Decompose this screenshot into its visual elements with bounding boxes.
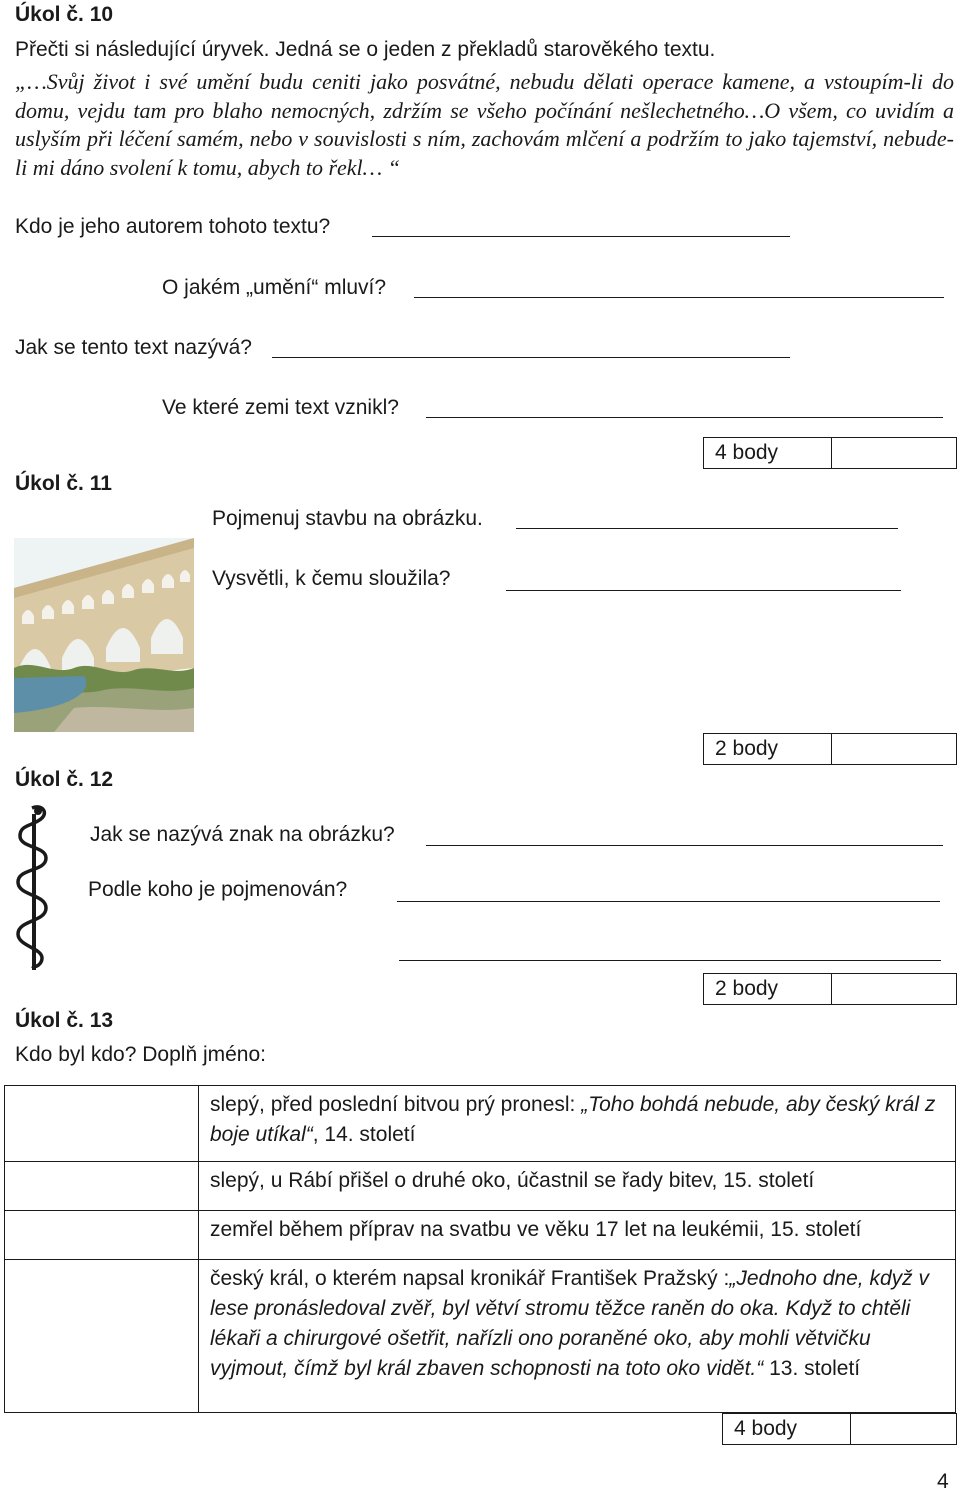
name-answer-cell[interactable] [5, 1211, 199, 1260]
points-field[interactable] [832, 438, 956, 468]
points-label: 4 body [704, 438, 832, 468]
points-box-task-11 [703, 733, 957, 765]
task-13-intro: Kdo byl kdo? Doplň jméno: [15, 1043, 266, 1066]
points-label: 2 body [704, 734, 832, 764]
page-number: 4 [937, 1470, 949, 1493]
points-field[interactable] [832, 974, 956, 1004]
task-12-question-origin: Podle koho je pojmenován? [88, 878, 348, 901]
task-12-question-symbol: Jak se nazývá znak na obrázku? [90, 823, 395, 846]
answer-line-country[interactable] [426, 417, 943, 418]
task-11-question-building: Pojmenuj stavbu na obrázku. [212, 507, 483, 530]
task-10-question-country: Ve které zemi text vznikl? [162, 396, 399, 419]
points-field[interactable] [832, 734, 956, 764]
description-cell: slepý, před poslední bitvou prý pronesl: „Toho bohdá nebude, aby český král z boje utíkal“, 14. století [199, 1086, 956, 1162]
answer-line-origin[interactable] [397, 901, 940, 902]
answer-line-origin-2[interactable] [399, 960, 941, 961]
aqueduct-image [14, 518, 194, 732]
task-11-title: Úkol č. 11 [15, 472, 112, 495]
description-cell: český král, o kterém napsal kronikář František Pražský :„Jednoho dne, když v lese pronásledoval zvěř, byl větví stromu těžce raněn do oka. Když to chtěli lékaři a chirurgové ošetřit, nařízli ono poraněné oko, aby mohli větvičku vyjmout, čímž byl král zbaven schopnosti na toto oko vidět.“ 13. století [199, 1260, 956, 1413]
table-row [5, 1260, 956, 1413]
task-12-title: Úkol č. 12 [15, 768, 114, 791]
name-answer-cell[interactable] [5, 1260, 199, 1413]
points-field[interactable] [851, 1414, 956, 1444]
who-was-who-table [4, 1085, 956, 1413]
table-row [5, 1211, 956, 1260]
answer-line-purpose[interactable] [506, 590, 901, 591]
task-11-question-purpose: Vysvětli, k čemu sloužila? [212, 567, 451, 590]
answer-line-name[interactable] [272, 357, 790, 358]
answer-line-building[interactable] [516, 528, 898, 529]
table-row [5, 1162, 956, 1211]
points-label: 4 body [723, 1414, 851, 1444]
task-13-title: Úkol č. 13 [15, 1009, 114, 1032]
task-10-title: Úkol č. 10 [15, 3, 114, 26]
task-10-question-art: O jakém „umění“ mluví? [162, 276, 387, 299]
points-label: 2 body [704, 974, 832, 1004]
rod-of-asclepius-icon [12, 802, 52, 972]
answer-line-author[interactable] [372, 236, 790, 237]
task-10-intro: Přečti si následující úryvek. Jedná se o jeden z překladů starověkého textu. [15, 38, 716, 61]
description-cell: zemřel během příprav na svatbu ve věku 17 let na leukémii, 15. století [199, 1211, 956, 1260]
table-row [5, 1086, 956, 1162]
task-10-quote: „…Svůj život i své umění budu ceniti jako posvátné, nebudu dělati operace kamene, a vstoupím-li do domu, vejdu tam pro blaho nemocných, zdržím se všeho počínání nešlechetného…O všem, co uvidím a uslyším při léčení samém, nebo v souvislosti s ním, zachovám mlčení a podržím to jako tajemství, nebude-li mi dáno svolení k tomu, abych to řekl… “ [15, 69, 954, 180]
task-10-question-name: Jak se tento text nazývá? [15, 336, 252, 359]
points-box-task-12 [703, 973, 957, 1005]
name-answer-cell[interactable] [5, 1086, 199, 1162]
name-answer-cell[interactable] [5, 1162, 199, 1211]
points-box-task-10 [703, 437, 957, 469]
answer-line-art[interactable] [414, 297, 944, 298]
description-cell: slepý, u Rábí přišel o druhé oko, účastnil se řady bitev, 15. století [199, 1162, 956, 1211]
points-box-task-13 [722, 1413, 957, 1445]
task-10-question-author: Kdo je jeho autorem tohoto textu? [15, 215, 331, 238]
answer-line-symbol[interactable] [426, 845, 943, 846]
